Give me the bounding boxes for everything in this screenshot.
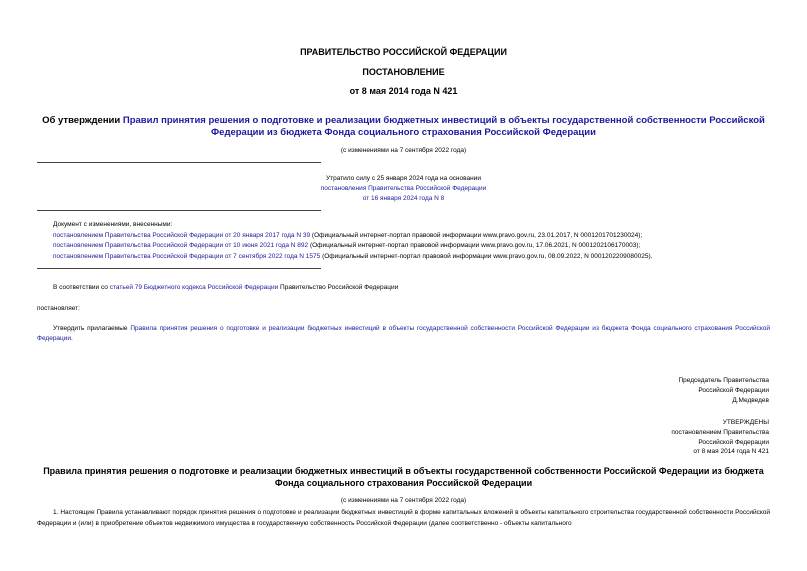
- government-name: ПРАВИТЕЛЬСТВО РОССИЙСКОЙ ФЕДЕРАЦИИ: [300, 47, 507, 57]
- lost-force-link[interactable]: постановления Правительства Российской Федерации: [320, 185, 487, 192]
- amendment-link[interactable]: постановлением Правительства Российской Федерации от 10 июня 2021 года N 892: [53, 242, 309, 249]
- document-type: ПОСТАНОВЛЕНИЕ: [362, 67, 445, 77]
- rules-changes-note: (с изменениями на 7 сентября 2022 года): [340, 497, 467, 504]
- approved-block: УТВЕРЖДЕНЫ постановлением Правительства Российской Федерации от 8 мая 2014 года N 421: [671, 419, 769, 456]
- list-item: постановлением Правительства Российской Федерации от 7 сентября 2022 года N 1575 (Официальный интернет-портал правовой информации www.pravo.gov.ru, 08.09.2022, N 0001202209080025).: [53, 252, 653, 260]
- approve-paragraph: Утвердить прилагаемые Правила принятия решения о подготовке и реализации бюджетных инвестиций в объекты государственной собственности Российской Федерации из бюджета Фонда социального страхования Российской Федерации.: [37, 325, 771, 342]
- signature-block: Председатель Правительства Российской Федерации Д.Медведев: [678, 377, 769, 404]
- document-title: [36, 115, 771, 139]
- changes-note: (с изменениями на 7 сентября 2022 года): [340, 147, 467, 154]
- doc-changes-heading: Документ с изменениями, внесенными:: [53, 221, 173, 228]
- amendment-link[interactable]: постановлением Правительства Российской Федерации от 7 сентября 2022 года N 1575: [53, 252, 321, 260]
- divider: [37, 162, 321, 163]
- title-prefix: Об утверждении: [42, 115, 123, 126]
- decides-text: постановляет:: [37, 305, 80, 312]
- doc-changes-list: [53, 220, 783, 262]
- list-item: постановлением Правительства Российской Федерации от 20 января 2017 года N 39 (Официальный интернет-портал правовой информации www.pravo.gov.ru, 23.01.2017, N 0001201701230024);: [53, 231, 643, 239]
- accordance-paragraph: В соответствии со статьей 79 Бюджетного кодекса Российской Федерации Правительство Российской Федерации: [53, 284, 399, 291]
- lost-force-text: Утратило силу с 25 января 2024 года на основании: [326, 175, 481, 182]
- rules-paragraph-1: 1. Настоящие Правила устанавливают порядок принятия решения о подготовке и реализации бюджетных инвестиций в форме капитальных вложений в объекты капитального строительства государственной собственности Российской Федерации и (или) в приобретение объектов недвижимого имущества в государственную собственность Российской Федерации (далее соответственно - объекты капитального: [37, 509, 770, 527]
- list-item: постановлением Правительства Российской Федерации от 10 июня 2021 года N 892 (Официальный интернет-портал правовой информации www.pravo.gov.ru, 17.06.2021, N 0001202106170003);: [53, 242, 641, 249]
- divider: [37, 210, 321, 211]
- budget-code-link[interactable]: статьей 79 Бюджетного кодекса Российской Федерации: [109, 284, 279, 291]
- divider: [37, 268, 321, 269]
- title-rules-link[interactable]: Правил принятия решения о подготовке и реализации бюджетных инвестиций в объекты государственной собственности Российской Федерации из бюджета Фонда социального страхования Российской Федерации: [122, 115, 765, 138]
- lost-force-block: [0, 174, 807, 204]
- approved-rules-link[interactable]: Правила принятия решения о подготовке и реализации бюджетных инвестиций в объекты государственной собственности Российской Федерации из бюджета Фонда социального страхования Российской Федерации: [37, 325, 771, 342]
- document-date-number: от 8 мая 2014 года N 421: [349, 86, 458, 96]
- amendment-link[interactable]: постановлением Правительства Российской Федерации от 20 января 2017 года N 39: [53, 231, 311, 239]
- lost-force-link-date[interactable]: от 16 января 2024 года N 8: [362, 195, 445, 202]
- rules-title: Правила принятия решения о подготовке и реализации бюджетных инвестиций в объекты государственной собственности Российской Федерации из бюджета Фонда социального страхования Российской Федерации: [43, 466, 764, 488]
